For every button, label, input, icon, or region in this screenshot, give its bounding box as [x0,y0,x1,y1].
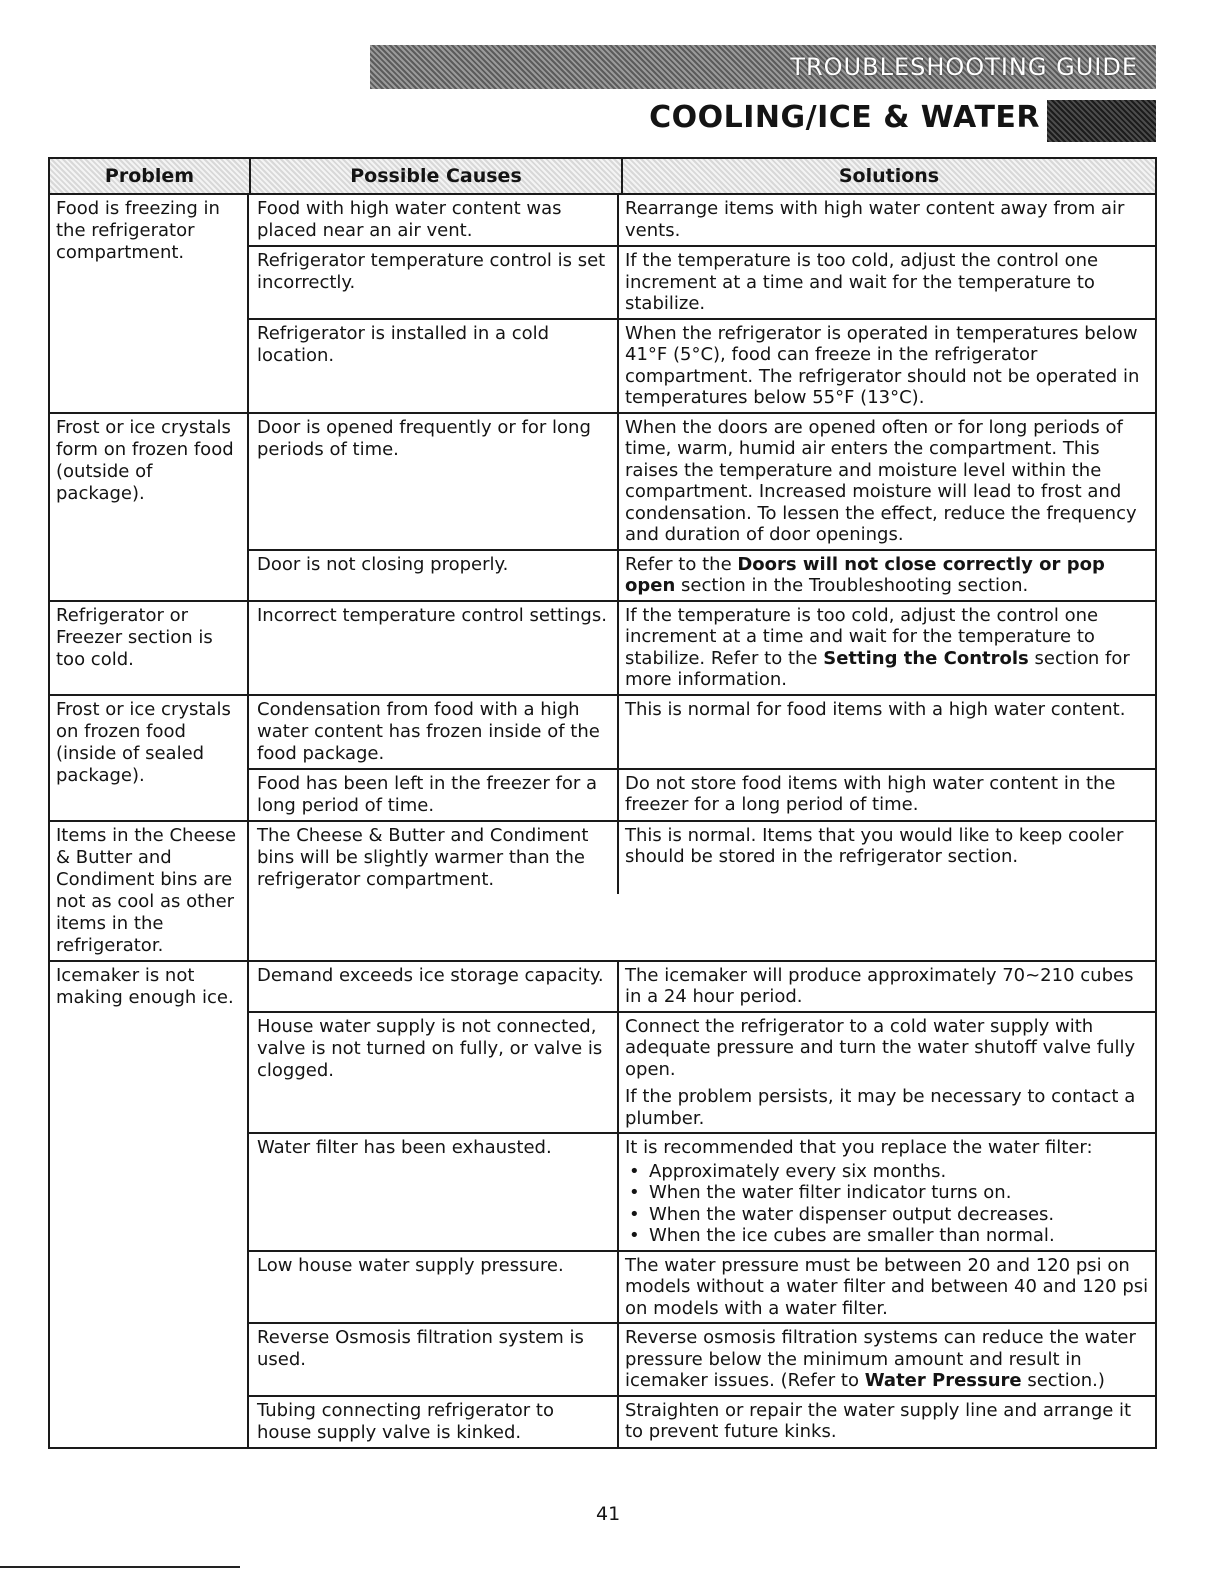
problem-cell: Items in the Cheese & Butter and Condiment bins are not as cool as other items in the refrigerator. [50,822,249,960]
solution-cell [619,602,1155,694]
cause-cell: Low house water supply pressure. [249,1252,619,1323]
problem-cell: Frost or ice crystals on frozen food (inside of sealed package). [50,696,249,820]
page-number: 41 [596,1503,621,1525]
cause-cell: House water supply is not connected, valve is not turned on fully, or valve is clogged. [249,1013,619,1133]
section-reference: Water Pressure [864,1370,1022,1391]
header-solutions: Solutions [621,159,1155,193]
solution-text: section for more information. [625,647,1130,690]
table-row [249,195,1155,245]
table-row [249,245,1155,318]
solution-text: Connect the refrigerator to a cold water supply with adequate pressure and turn the water shutoff valve fully open. [625,1015,1136,1080]
solution-cell: This is normal for food items with a high water content. [625,698,1126,720]
cause-cell: The Cheese & Butter and Condiment bins will be slightly warmer than the refrigerator compartment. [249,822,619,894]
bullet-item: • When the ice cubes are smaller than normal. [625,1225,1149,1247]
bullet-item: • When the water dispenser output decreases. [625,1204,1149,1226]
problem-cell: Food is freezing in the refrigerator compartment. [50,195,249,412]
solution-cell: When the refrigerator is operated in temperatures below 41°F (5°C), food can freeze in the refrigerator compartment. The refrigerator should not be operated in temperatures below 55°F (13°C). [625,322,1140,408]
problem-group [48,696,1157,822]
table-row [249,549,1155,600]
cause-cell: Food has been left in the freezer for a long period of time. [249,770,619,820]
solution-text: Refer to the [625,553,738,575]
table-row [249,1011,1155,1133]
cause-cell: Incorrect temperature control settings. [249,602,619,694]
solution-cell: Straighten or repair the water supply line and arrange it to prevent future kinks. [625,1399,1132,1442]
solution-cell [619,551,1155,600]
bullet-item: • Approximately every six months. [625,1161,1149,1183]
bullet-list [625,1161,1149,1247]
solution-text: If the temperature is too cold, adjust the control one increment at a time and wait for the temperature to stabilize. Refer to the [625,604,1099,669]
solution-cell: Rearrange items with high water content away from air vents. [625,198,1125,241]
table-row [249,768,1155,820]
table-row [249,602,1155,694]
bullet-item: • When the water filter indicator turns on. [625,1182,1149,1204]
problem-group [48,602,1157,696]
solution-cell [619,1134,1155,1250]
table-row [249,414,1155,549]
table-header-row [48,157,1157,195]
cause-cell: Reverse Osmosis filtration system is used. [249,1324,619,1395]
problem-cell: Frost or ice crystals form on frozen food (outside of package). [50,414,249,600]
table-row [249,1395,1155,1447]
table-row [249,1250,1155,1323]
cause-cell: Water filter has been exhausted. [249,1134,619,1250]
problem-group [48,962,1157,1449]
solution-text: Reverse osmosis filtration systems can reduce the water pressure below the minimum amount and result in icemaker issues. (Refer to [625,1327,1136,1391]
problem-group [48,195,1157,414]
problem-cell: Refrigerator or Freezer section is too cold. [50,602,249,694]
solution-cell: If the temperature is too cold, adjust the control one increment at a time and wait for the temperature to stabilize. [625,250,1099,314]
solution-cell [619,1324,1155,1395]
header-banner [370,45,1156,89]
problem-group [48,822,1157,962]
cause-cell: Refrigerator temperature control is set incorrectly. [249,247,619,318]
cause-cell: Refrigerator is installed in a cold location. [249,320,619,412]
table-row [249,1322,1155,1395]
cause-cell: Door is not closing properly. [249,551,619,600]
banner-title: TROUBLESHOOTING GUIDE [790,53,1138,81]
section-marker-block [1047,100,1156,142]
cause-cell: Tubing connecting refrigerator to house supply valve is kinked. [249,1397,619,1447]
problem-cell: Icemaker is not making enough ice. [50,962,249,1447]
solution-cell: When the doors are opened often or for long periods of time, warm, humid air enters the compartment. This raises the temperature and moisture level within the compartment. Increased moisture will lead to frost and condensation. To lessen the effect, reduce the frequency and duration of door openings. [625,416,1137,545]
cause-cell: Condensation from food with a high water content has frozen inside of the food package. [249,696,619,768]
cause-cell: Food with high water content was placed near an air vent. [249,195,619,245]
solution-cell: The water pressure must be between 20 and 120 psi on models without a water filter and between 40 and 120 psi on models with a water filter. [625,1254,1149,1319]
header-problem: Problem [50,159,249,193]
solution-text: section.) [1021,1370,1105,1391]
cause-cell: Door is opened frequently or for long periods of time. [249,414,619,549]
solution-text: section in the Troubleshooting section. [675,575,1029,596]
problem-group [48,414,1157,602]
solution-cell: Do not store food items with high water content in the freezer for a long period of time. [625,772,1116,815]
header-possible-causes: Possible Causes [249,159,621,193]
table-row [249,318,1155,412]
solution-text: It is recommended that you replace the water filter: [625,1137,1093,1158]
cause-cell: Demand exceeds ice storage capacity. [249,962,619,1011]
bottom-rule [0,1566,240,1568]
solution-cell: This is normal. Items that you would like to keep cooler should be stored in the refrigerator section. [625,824,1124,867]
section-reference: Doors will not close correctly or pop open [625,553,1105,596]
solution-cell: The icemaker will produce approximately 70~210 cubes in a 24 hour period. [625,964,1134,1007]
section-reference: Setting the Controls [823,647,1029,669]
solution-cell [619,1013,1155,1133]
section-title: COOLING/ICE & WATER [649,100,1040,135]
solution-text: If the problem persists, it may be necessary to contact a plumber. [625,1086,1136,1129]
table-row [249,696,1155,768]
troubleshooting-table [48,157,1157,1449]
table-row [249,822,1155,894]
table-row [249,1132,1155,1250]
table-row [249,962,1155,1011]
